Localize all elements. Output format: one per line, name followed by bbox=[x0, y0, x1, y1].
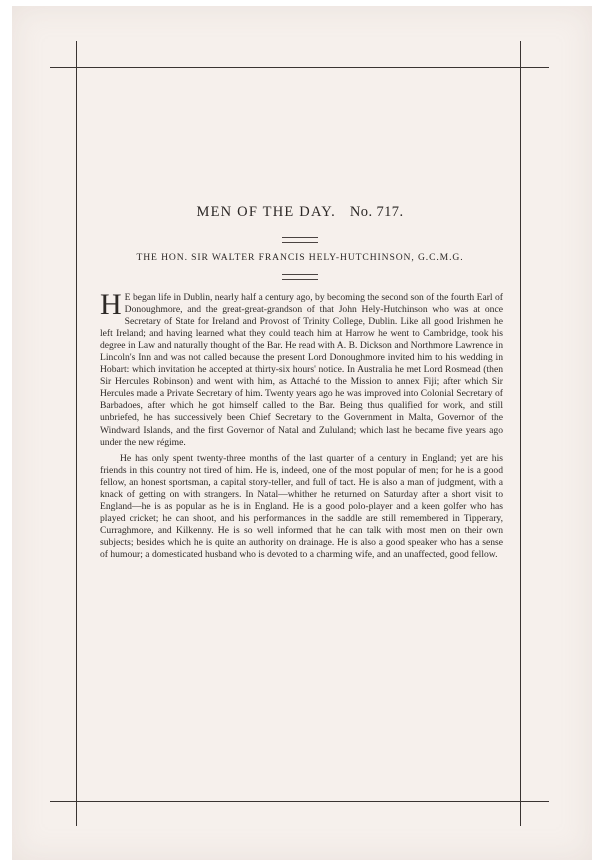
article-subject: THE HON. SIR WALTER FRANCIS HELY-HUTCHINSON, G.C.M.G. bbox=[136, 252, 464, 263]
frame-top-rule bbox=[50, 67, 549, 68]
page-title bbox=[80, 204, 520, 221]
title-divider bbox=[282, 237, 318, 243]
paragraph-1-text: E began life in Dublin, nearly half a century ago, by becoming the second son of the fourth Earl of Donoughmore, and the great-great-grandson of that John Hely-Hutchinson who was at once Secretary of State for Ireland and Provost of Trinity College, Dublin. Like all good Irishmen he left Ireland; and having learned what they could teach him at Harrow he went to Cambridge, took his degree in Law and naturally thought of the Bar. He read with A. B. Dickson and Northmore Lawrence in Lincoln's Inn and was not called because the present Lord Donoughmore invited him to his wedding in Hobart: which invitation he accepted at thirty-six hours' notice. In Australia he met Lord Rosmead (then Sir Hercules Robinson) and went with him, as Attaché to the Mission to annex Fiji; after which Sir Hercules made a Private Secretary of him. Twenty years ago he was improved into Colonial Secretary of Barbadoes, after which he got himself called to the Bar. Being thus qualified for work, and still unbriefed, he has successively been Chief Secretary to the Government in Malta, Governor of the Windward Islands, and the first Governor of Natal and Zululand; which last he became five years ago under the new régime. bbox=[100, 292, 503, 448]
paragraph-1 bbox=[100, 288, 503, 449]
subject-divider bbox=[282, 274, 318, 280]
frame-right-rule bbox=[520, 41, 521, 826]
drop-cap: H bbox=[100, 288, 122, 321]
article-body bbox=[100, 288, 503, 561]
series-title: MEN OF THE DAY. bbox=[196, 204, 336, 220]
issue-number: No. 717. bbox=[349, 204, 404, 220]
frame-left-rule bbox=[76, 41, 77, 826]
frame-bottom-rule bbox=[50, 801, 549, 802]
paragraph-2: He has only spent twenty-three months of the last quarter of a century in England; yet are his friends in this country not tired of him. He is, indeed, one of the most popular of men; for he is a good fellow, an honest sportsman, a capital story-teller, and full of tact. He is also a man of judgment, with a knack of getting on with strangers. In Natal—whither he returned on Saturday after a short visit to England—he is as popular as he is in England. He is a good polo-player and a keen golfer who has played cricket; he can shoot, and his performances in the saddle are still remembered in Tipperary, Curraghmore, and Kilkenny. He is so well informed that he can talk with most men on their own subjects; besides which he is quite an authority on drainage. He is also a good speaker who has a sense of humour; a domesticated husband who is devoted to a charming wife, and an unaffected, good fellow. bbox=[100, 452, 503, 560]
